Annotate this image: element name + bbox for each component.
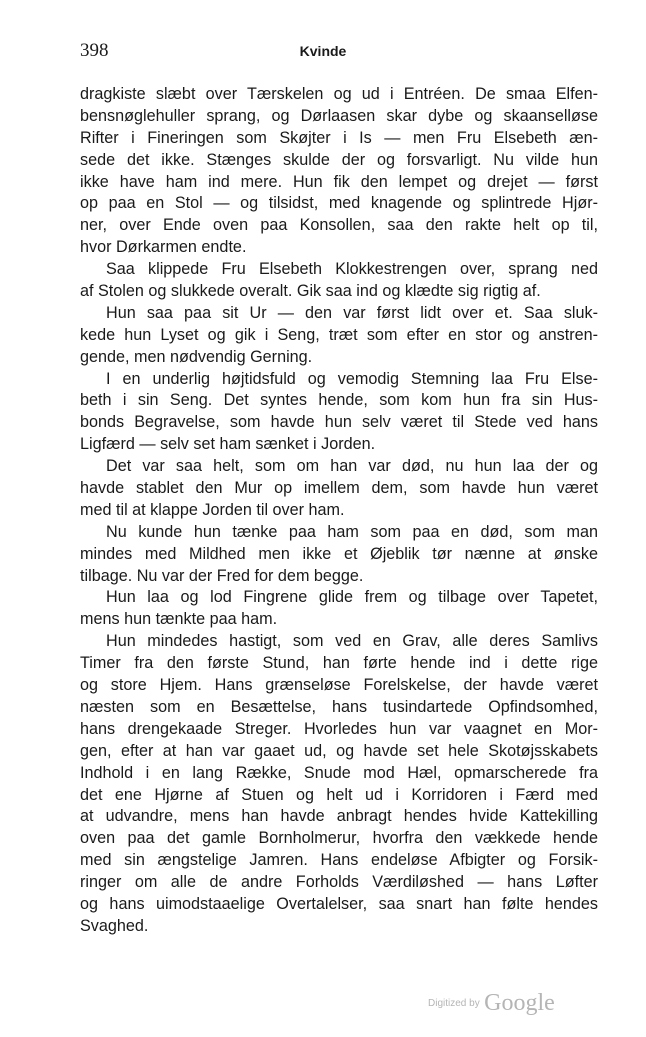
- text-line: bonds Begravelse, som havde hun selv været til Stede ved hans: [80, 413, 598, 432]
- text-line: oven paa det gamle Bornholmerur, hvorfra den vækkede hende: [80, 829, 598, 848]
- text-line: med sin ængstelige Jamren. Hans endeløse Afbigter og Forsik-: [80, 851, 598, 870]
- text-line: gen, efter at han var gaaet ud, og havde set hele Skotøjsskabets: [80, 741, 598, 760]
- text-line: beth i sin Seng. Det syntes hende, som kom hun fra sin Hus-: [80, 391, 598, 410]
- google-logo: Google: [484, 990, 555, 1016]
- text-line: og store Hjem. Hans grænseløse Forelskelse, der havde været: [80, 676, 598, 695]
- text-line: tilbage. Nu var der Fred for dem begge.: [80, 566, 364, 585]
- watermark-prefix: Digitized by: [428, 998, 480, 1009]
- text-line: Hun saa paa sit Ur — den var først lidt over et. Saa sluk-: [106, 303, 598, 322]
- text-line: dragkiste slæbt over Tærskelen og ud i Entréen. De smaa Elfen-: [80, 85, 598, 103]
- text-line: Timer fra den første Stund, han førte hende ind i dette rige: [80, 654, 598, 673]
- paragraph: [80, 303, 598, 369]
- text-line: med til at klappe Jorden til over ham.: [80, 500, 345, 519]
- text-line: gende, men nødvendig Gerning.: [80, 347, 313, 366]
- text-line: ringer om alle de andre Forholds Værdiløshed — hans Løfter: [80, 873, 598, 892]
- text-line: af Stolen og slukkede overalt. Gik saa ind og klædte sig rigtig af.: [80, 282, 541, 301]
- text-line: kede hun Lyset og gik i Seng, træt som efter en stor og anstren-: [80, 325, 598, 344]
- text-line: ikke have ham ind mere. Hun fik den lempet og drejet — først: [80, 172, 598, 191]
- paragraph: [80, 369, 598, 457]
- text-line: Indhold i en lang Række, Snude mod Hæl, opmarscherede fra: [80, 763, 598, 782]
- text-line: Saa klippede Fru Elsebeth Klokkestrengen over, sprang ned: [106, 260, 598, 279]
- paragraph: [80, 631, 598, 937]
- text-line: det ene Hjørne af Stuen og helt ud i Korridoren i Færd med: [80, 785, 598, 804]
- text-line: bensnøglehuller sprang, og Dørlaasen skar dybe og skaanselløse: [80, 106, 598, 125]
- text-line: og hans uimodstaaelige Overtalelser, saa snart han følte hendes: [80, 894, 598, 913]
- paragraph: [80, 456, 598, 522]
- page-number: 398: [80, 40, 109, 61]
- paragraph: [80, 84, 598, 259]
- text-line: Hun mindedes hastigt, som ved en Grav, alle deres Samlivs: [106, 632, 598, 651]
- paragraph: [80, 259, 598, 303]
- text-line: I en underlig højtidsfuld og vemodig Stemning laa Fru Else-: [106, 369, 598, 388]
- text-line: at udvandre, mens han havde anbragt hendes hvide Kattekilling: [80, 807, 598, 826]
- text-line: Ligfærd — selv set ham sænket i Jorden.: [80, 435, 376, 454]
- text-line: ner, over Ende oven paa Konsollen, saa den rakte helt op til,: [80, 216, 598, 235]
- text-line: mindes med Mildhed men ikke et Øjeblik tør nænne at ønske: [80, 544, 598, 563]
- text-line: havde stablet den Mur op imellem dem, som havde hun været: [80, 479, 598, 498]
- text-line: Rifter i Fineringen som Skøjter i Is — men Fru Elsebeth æn-: [80, 128, 598, 147]
- body-text: [80, 84, 598, 938]
- text-line: Det var saa helt, som om han var død, nu hun laa der og: [106, 457, 598, 476]
- text-line: sede det ikke. Stænges skulde der og forsvarligt. Nu vilde hun: [80, 150, 598, 169]
- text-line: Hun laa og lod Fingrene glide frem og tilbage over Tapetet,: [106, 588, 598, 607]
- text-line: næsten som en Besættelse, hans tusindartede Opfindsomhed,: [80, 697, 598, 716]
- text-line: op paa en Stol — og tilsidst, med knagende og splintrede Hjør-: [80, 194, 598, 213]
- digitized-watermark: [428, 990, 555, 1017]
- text-line: Svaghed.: [80, 916, 149, 935]
- running-title: Kvinde: [299, 43, 347, 59]
- paragraph: [80, 587, 598, 631]
- text-line: Nu kunde hun tænke paa ham som paa en død, som man: [106, 522, 598, 541]
- text-line: mens hun tænkte paa ham.: [80, 610, 278, 629]
- text-line: hans drengekaade Streger. Hvorledes hun var vaagnet en Mor-: [80, 719, 598, 738]
- text-line: hvor Dørkarmen endte.: [80, 238, 247, 257]
- paragraph: [80, 522, 598, 588]
